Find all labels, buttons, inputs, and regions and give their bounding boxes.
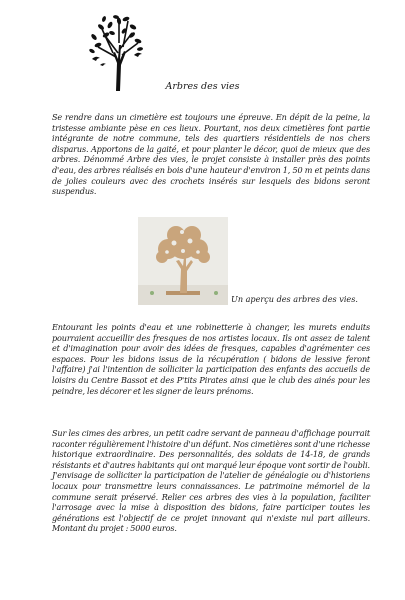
paragraph-fresques: Entourant les points d'eau et une robinetterie à changer, les murets enduits pourraient accueillir des fresques de nos artistes locaux. Ils ont assez de talent et d'imagination pour avoir des idées de fresques, capables d'agrémenter ces espaces. Pour les bidons issus de la récupération ( bidons de lessive feront l'affaire) j'ai l'intention de solliciter la participation des enfants des accueils de loisirs du Centre Bassot et des P'tits Pirates ainsi que le club des ainés pour les peindre, les décorer et les signer de leurs prénoms.: [52, 322, 370, 396]
wooden-tree-photo: [138, 217, 228, 305]
document-title: Arbres des vies: [165, 81, 240, 92]
photo-caption: Un aperçu des arbres des vies.: [231, 294, 358, 304]
tree-with-birds-icon: [86, 13, 144, 91]
paragraph-intro: Se rendre dans un cimetière est toujours une épreuve. En dépit de la peine, la tristesse ambiante pèse en ces lieux. Pourtant, nos deux cimetières font partie intégrante de notre commune, tels des quartiers résidentiels de nos chers disparus. Apportons de la gaité, et pour planter le décor, quoi de mieux que des arbres. Dénommé Arbre des vies, le projet consiste à installer près des points d'eau, des arbres réalisés en bois d'une hauteur d'environ 1, 50 m et peints dans de jolies couleurs avec des crochets insérés sur lesquels des bidons seront suspendus.: [52, 112, 370, 197]
paragraph-histoire: Sur les cimes des arbres, un petit cadre servant de panneau d'affichage pourrait raconter régulièrement l'histoire d'un défunt. Nos cimetières sont d'une richesse historique extraordinaire. Des personnalités, des soldats de 14-18, de grands résistants et d'autres habitants qui ont marqué leur époque vont sortir de l'oubli. J'envisage de solliciter la participation de l'atelier de généalogie ou d'historiens locaux pour transmettre leurs connaissances. Le patrimoine mémoriel de la commune serait préservé. Relier ces arbres des vies à la population, faciliter l'arrosage avec la mise à disposition des bidons, faire participer toutes les générations est l'objectif de ce projet innovant qui n'existe nul part ailleurs. Montant du projet : 5000 euros.: [52, 428, 370, 534]
